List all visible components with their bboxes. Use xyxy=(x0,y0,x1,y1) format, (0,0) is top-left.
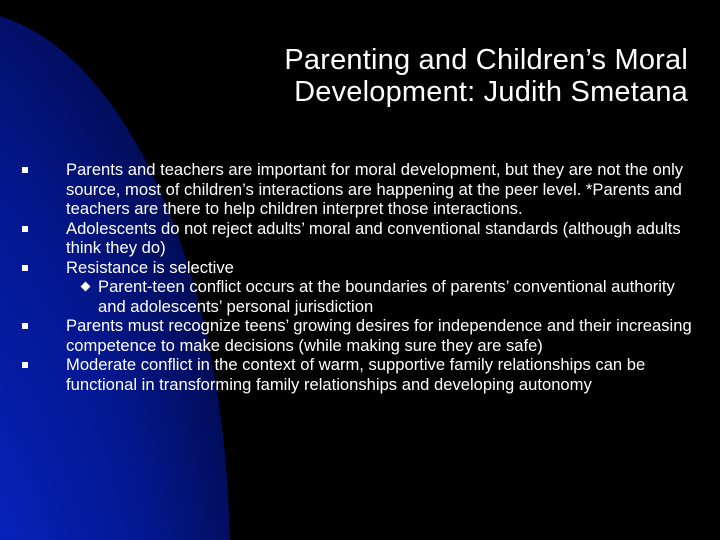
bullet-item-3 xyxy=(66,258,706,278)
square-bullet-icon xyxy=(22,167,28,173)
bullet-item-2 xyxy=(66,219,706,258)
title-line-1: Parenting and Children’s Moral xyxy=(284,44,688,76)
square-bullet-icon xyxy=(22,323,28,329)
sub-bullet-item-1 xyxy=(98,277,706,316)
slide-title xyxy=(88,44,688,108)
bullet-list xyxy=(66,160,706,394)
bullet-item-4 xyxy=(66,316,706,355)
bullet-item-5 xyxy=(66,355,706,394)
bullet-text-2: Adolescents do not reject adults’ moral and conventional standards (although adults think they do) xyxy=(66,218,681,257)
square-bullet-icon xyxy=(22,362,28,368)
bullet-text-4: Parents must recognize teens’ growing desires for independence and their increasing competence to make decisions (while making sure they are safe) xyxy=(66,316,692,355)
diamond-bullet-icon xyxy=(81,282,91,292)
sub-bullet-text-1: Parent-teen conflict occurs at the boundaries of parents’ conventional authority and adolescents’ personal jurisdiction xyxy=(98,277,675,316)
bullet-text-5: Moderate conflict in the context of warm, supportive family relationships can be functional in transforming family relationships and developing autonomy xyxy=(66,355,646,394)
square-bullet-icon xyxy=(22,226,28,232)
bullet-item-1 xyxy=(66,160,706,219)
bullet-text-1: Parents and teachers are important for moral development, but they are not the only source, most of children’s interactions are happening at the peer level. *Parents and teachers are there to help children interpret those interactions. xyxy=(66,160,684,218)
title-line-2: Development: Judith Smetana xyxy=(294,76,688,108)
bullet-text-3: Resistance is selective xyxy=(66,257,234,277)
square-bullet-icon xyxy=(22,265,28,271)
